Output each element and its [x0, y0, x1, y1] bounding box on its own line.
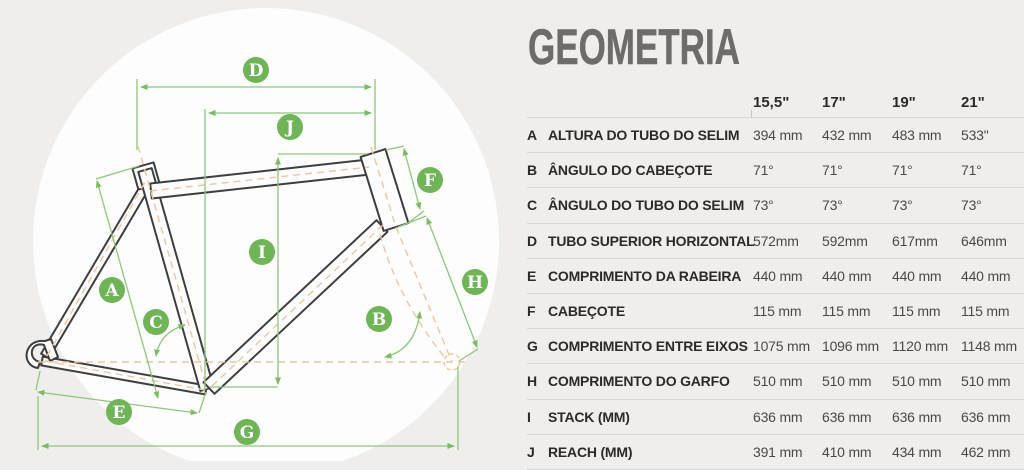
row-value: 115 mm [753, 303, 802, 320]
row-letter: A [527, 127, 538, 144]
row-value: 432 mm [822, 127, 872, 144]
row-value: 533" [961, 127, 989, 144]
row-value: 592mm [822, 232, 868, 249]
row-letter: I [527, 408, 531, 425]
geometry-panel [527, 0, 1024, 461]
table-row [527, 329, 1024, 364]
table-header-row [527, 88, 1024, 118]
badge-i [249, 239, 275, 265]
row-value: 636 mm [892, 408, 942, 425]
row-letter: H [527, 373, 538, 390]
row-letter: C [527, 197, 538, 214]
row-value: 510 mm [822, 373, 872, 390]
row-label: COMPRIMENTO ENTRE EIXOS [548, 338, 748, 355]
geometry-table [527, 88, 1024, 470]
size-header-21: 21" [961, 94, 985, 111]
row-value: 440 mm [961, 267, 1011, 284]
row-value: 115 mm [961, 303, 1010, 320]
row-value: 1120 mm [892, 338, 948, 355]
row-value: 73° [961, 197, 982, 214]
row-label: STACK (MM) [548, 408, 630, 425]
header-spacer-label [548, 110, 753, 117]
row-value: 115 mm [892, 303, 941, 320]
row-value: 617mm [892, 232, 938, 249]
badge-g [234, 419, 260, 445]
row-value: 394 mm [753, 127, 803, 144]
table-row [527, 435, 1024, 470]
row-value: 646mm [961, 232, 1007, 249]
row-value: 1096 mm [822, 338, 879, 355]
row-value: 391 mm [753, 443, 803, 460]
size-header-19: 19" [892, 94, 916, 111]
dim-e-left-connector [36, 371, 40, 390]
row-value: 462 mm [961, 443, 1011, 460]
row-label: TUBO SUPERIOR HORIZONTAL [548, 232, 755, 249]
dim-label-f: F [423, 171, 437, 191]
badge-d [243, 57, 269, 83]
row-label: COMPRIMENTO DA RABEIRA [548, 267, 742, 284]
size-header-17: 17" [822, 94, 846, 111]
row-value: 440 mm [892, 267, 942, 284]
page-title: GEOMETRIA [528, 19, 740, 75]
row-letter: G [527, 338, 538, 355]
row-value: 73° [892, 197, 913, 214]
row-value: 115 mm [822, 303, 871, 320]
row-label: REACH (MM) [548, 443, 633, 460]
row-label: ÂNGULO DO CABEÇOTE [548, 162, 713, 179]
badge-f [417, 167, 443, 193]
row-value: 636 mm [961, 408, 1011, 425]
row-value: 73° [822, 197, 843, 214]
table-row [527, 400, 1024, 435]
table-row [527, 188, 1024, 223]
table-row [527, 118, 1024, 153]
dim-label-c: C [149, 313, 163, 333]
dim-label-h: H [466, 273, 484, 293]
table-row [527, 294, 1024, 329]
row-letter: E [527, 267, 537, 284]
row-value: 410 mm [822, 443, 872, 460]
row-letter: J [527, 443, 535, 460]
dim-label-d: D [248, 61, 264, 81]
row-value: 572mm [753, 232, 799, 249]
badge-a [99, 277, 125, 303]
row-label: ALTURA DO TUBO DO SELIM [548, 127, 740, 144]
header-column-tick [751, 110, 752, 117]
size-header-15-5: 15,5" [753, 94, 790, 111]
table-row [527, 224, 1024, 259]
table-row [527, 364, 1024, 399]
row-value: 1075 mm [753, 338, 810, 355]
row-value: 71° [961, 162, 982, 179]
geometry-table-body [527, 118, 1024, 470]
badge-e [106, 399, 132, 425]
row-value: 73° [753, 197, 774, 214]
row-value: 434 mm [892, 443, 942, 460]
row-label: CABEÇOTE [548, 303, 625, 320]
dim-label-j: J [285, 118, 295, 138]
dim-label-e: E [112, 403, 126, 423]
dim-label-a: A [105, 281, 119, 301]
badge-b [366, 306, 392, 332]
row-value: 71° [753, 162, 774, 179]
row-value: 510 mm [892, 373, 942, 390]
row-letter: B [527, 162, 538, 179]
row-value: 510 mm [753, 373, 803, 390]
row-label: COMPRIMENTO DO GARFO [548, 373, 730, 390]
header-spacer-letter [527, 110, 548, 117]
badge-c [143, 309, 169, 335]
dim-label-g: G [239, 423, 255, 443]
row-label: ÂNGULO DO TUBO DO SELIM [548, 197, 745, 214]
row-value: 483 mm [892, 127, 942, 144]
row-value: 71° [822, 162, 843, 179]
row-letter: D [527, 232, 538, 249]
badge-h [462, 269, 488, 295]
row-value: 636 mm [753, 408, 803, 425]
row-value: 440 mm [753, 267, 803, 284]
table-row [527, 259, 1024, 294]
badge-j [277, 114, 303, 140]
row-value: 636 mm [822, 408, 872, 425]
row-value: 1148 mm [961, 338, 1017, 355]
dim-label-b: B [371, 310, 387, 330]
row-value: 71° [892, 162, 913, 179]
row-value: 440 mm [822, 267, 872, 284]
row-letter: F [527, 303, 536, 320]
dim-label-i: I [258, 243, 266, 263]
row-value: 510 mm [961, 373, 1011, 390]
table-row [527, 153, 1024, 188]
